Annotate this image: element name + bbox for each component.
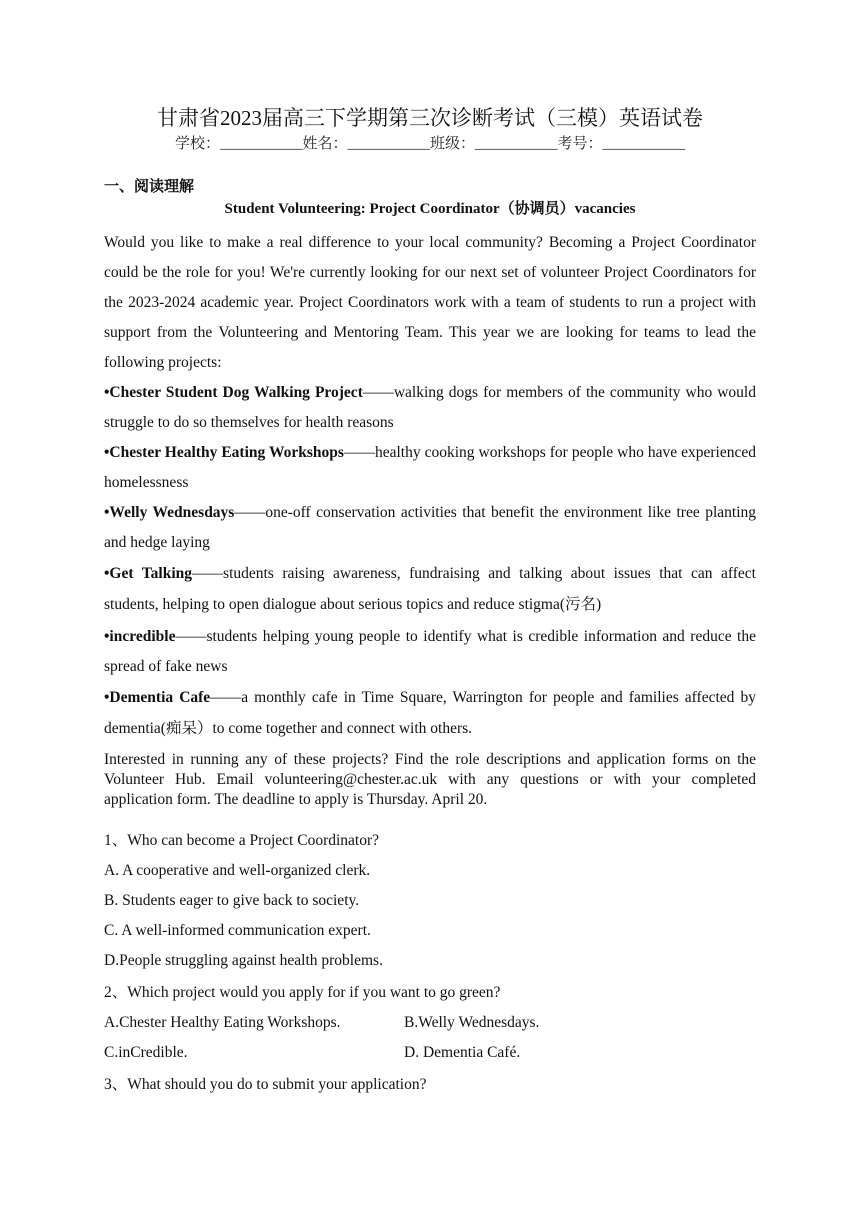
option-row	[104, 1008, 756, 1038]
exam-title: 甘肃省2023届高三下学期第三次诊断考试（三模）英语试卷	[157, 106, 703, 130]
spacer	[104, 810, 756, 826]
project-desc: ——walking dogs for members of the community who would struggle to do so themselves for health reasons	[104, 384, 756, 431]
project-item	[104, 622, 756, 682]
project-name: •Chester Healthy Eating Workshops	[104, 444, 344, 461]
project-desc: ——students helping young people to identify what is credible information and reduce the spread of fake news	[104, 628, 756, 675]
passage-body	[104, 228, 756, 1100]
project-item	[104, 378, 756, 438]
project-desc: ——students raising awareness, fundraising and talking about issues that can affect students, helping to open dialogue about serious topics and reduce stigma(污名)	[104, 565, 756, 613]
answer-option: B.Welly Wednesdays.	[404, 1014, 540, 1031]
project-name: •Welly Wednesdays	[104, 504, 235, 521]
project-name: •Dementia Cafe	[104, 689, 211, 706]
project-item	[104, 438, 756, 498]
project-item	[104, 498, 756, 558]
answer-option: B. Students eager to give back to society.	[104, 892, 360, 909]
project-desc: ——healthy cooking workshops for people who have experienced homelessness	[104, 444, 757, 491]
project-name: •Get Talking	[104, 565, 193, 582]
project-name: •Chester Student Dog Walking Project	[104, 384, 363, 401]
option-row	[104, 1038, 756, 1068]
passage-title: Student Volunteering: Project Coordinator（协调员）vacancies	[224, 201, 636, 217]
project-desc: ——one-off conservation activities that benefit the environment like tree planting and hedge laying	[104, 504, 756, 551]
passage-closing: Interested in running any of these projects? Find the role descriptions and application forms on the Volunteer Hub. Email volunteering@chester.ac.uk with any questions or with your completed application form. The deadline to apply is Thursday. April 20.	[104, 751, 756, 808]
passage-intro: Would you like to make a real difference to your local community? Becoming a Project Coordinator could be the role for you! We're currently looking for our next set of volunteer Project Coordinators for the 2023-2024 academic year. Project Coordinators work with a team of students to run a project with support from the Volunteering and Mentoring Team. This year we are looking for teams to lead the following projects:	[104, 234, 756, 371]
question-stem: 1、Who can become a Project Coordinator?	[104, 832, 380, 849]
project-item	[104, 558, 756, 620]
answer-option: D.People struggling against health problems.	[104, 952, 383, 969]
answer-option: C.inCredible.	[104, 1044, 188, 1061]
student-info-line: 学校：___________姓名：___________班级：___________考号：___________	[174, 136, 685, 152]
project-name: •incredible	[104, 628, 176, 645]
project-desc: ——a monthly cafe in Time Square, Warrington for people and families affected by dementia(痴呆）to come together and connect with others.	[104, 689, 756, 737]
answer-option: A.Chester Healthy Eating Workshops.	[104, 1014, 341, 1031]
question-stem: 2、Which project would you apply for if you want to go green?	[104, 984, 501, 1001]
answer-option: C. A well-informed communication expert.	[104, 922, 371, 939]
question-stem: 3、What should you do to submit your application?	[104, 1076, 427, 1093]
project-item	[104, 682, 756, 744]
answer-option: D. Dementia Café.	[404, 1044, 521, 1061]
section-heading: 一、阅读理解	[104, 179, 195, 195]
answer-option: A. A cooperative and well-organized clerk.	[104, 862, 371, 879]
